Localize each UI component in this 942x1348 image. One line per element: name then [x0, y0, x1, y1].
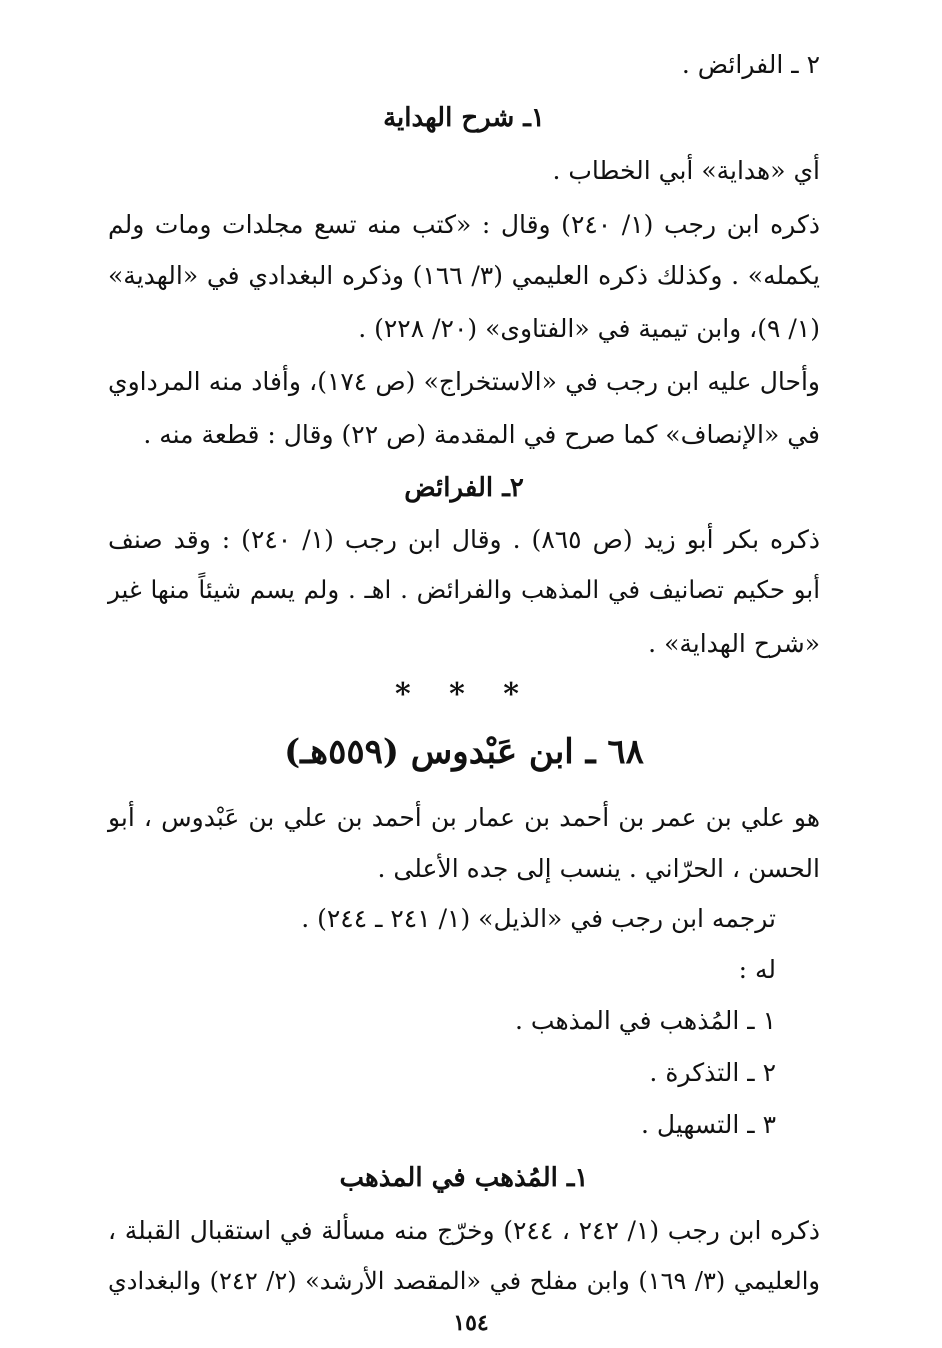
section-separator: * * *	[395, 677, 533, 712]
paragraph-line: أبو حكيم تصانيف في المذهب والفرائض . اهـ . ولم يسم شيئاً منها غير	[108, 575, 820, 604]
list-item: ١ ـ المُذهب في المذهب .	[515, 1006, 776, 1035]
paragraph-line: ترجمه ابن رجب في «الذيل» (١/ ٢٤١ ـ ٢٤٤) .	[301, 904, 776, 933]
paragraph-line: وأحال عليه ابن رجب في «الاستخراج» (ص ١٧٤)، وأفاد منه المرداوي	[108, 367, 820, 396]
paragraph-line: ذكره بكر أبو زيد (ص ٨٦٥) . وقال ابن رجب (١/ ٢٤٠) : وقد صنف	[108, 525, 820, 554]
page-number: ١٥٤	[453, 1310, 489, 1336]
section-heading: ٢ـ الفرائض	[404, 473, 524, 503]
paragraph-line: هو علي بن عمر بن أحمد بن عمار بن أحمد بن علي بن عَبْدوس ، أبو	[108, 803, 820, 832]
paragraph-line: ذكره ابن رجب (١/ ٢٤٠) وقال : «كتب منه تسع مجلدات ومات ولم	[108, 210, 820, 239]
paragraph-line: (١/ ٩)، وابن تيمية في «الفتاوى» (٢٠/ ٢٢٨) .	[358, 314, 820, 343]
paragraph-line: في «الإنصاف» كما صرح في المقدمة (ص ٢٢) وقال : قطعة منه .	[143, 420, 820, 449]
list-item: ٢ ـ الفرائض .	[681, 50, 820, 79]
section-heading: ١ـ المُذهب في المذهب	[339, 1163, 589, 1193]
entry-title: ٦٨ ـ ابن عَبْدوس (٥٥٩هـ)	[284, 732, 644, 772]
paragraph-line: ذكره ابن رجب (١/ ٢٤٢ ، ٢٤٤) وخرّج منه مسألة في استقبال القبلة ،	[108, 1216, 821, 1245]
paragraph-line: يكمله» . وكذلك ذكره العليمي (٣/ ١٦٦) وذكره البغدادي في «الهدية»	[108, 261, 820, 290]
paragraph-line: أي «هداية» أبي الخطاب .	[552, 156, 820, 185]
paragraph-line: والعليمي (٣/ ١٦٩) وابن مفلح في «المقصد الأرشد» (٢/ ٢٤٢) والبغدادي	[108, 1267, 821, 1295]
list-label: له :	[738, 955, 776, 984]
paragraph-line: «شرح الهداية» .	[648, 629, 820, 658]
paragraph-line: الحسن ، الحرّاني . ينسب إلى جده الأعلى .	[377, 854, 820, 883]
list-item: ٢ ـ التذكرة .	[649, 1058, 776, 1087]
section-heading: ١ـ شرح الهداية	[383, 103, 545, 133]
list-item: ٣ ـ التسهيل .	[641, 1110, 776, 1139]
